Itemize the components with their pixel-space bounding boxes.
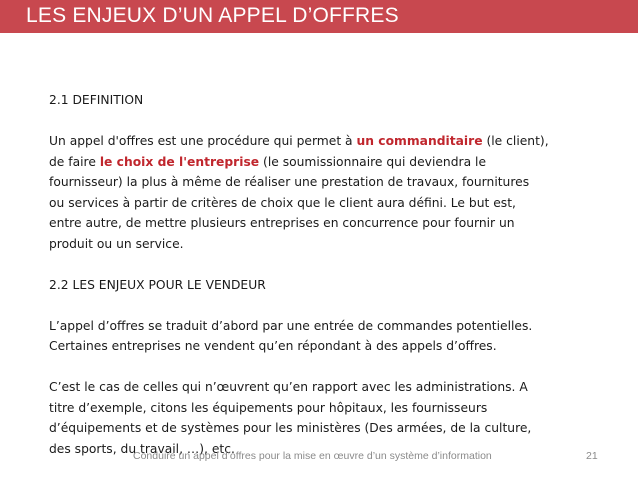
slide-title: LES ENJEUX D’UN APPEL D’OFFRES (26, 4, 399, 27)
spacer (49, 357, 609, 378)
spacer (49, 254, 609, 275)
section-heading-definition: 2.1 DEFINITION (49, 93, 144, 107)
paragraph-line: produit ou un service. (49, 236, 184, 251)
paragraph-line: des sports, du travail, …), etc. (49, 441, 235, 456)
footer-text: Conduire un appel d’offres pour la mise en œuvre d’un système d’information (133, 450, 492, 462)
page-number: 21 (586, 450, 598, 462)
paragraph-line: titre d’exemple, citons les équipements pour hôpitaux, les fournisseurs (49, 400, 488, 415)
paragraph-line (49, 152, 609, 173)
title-bar (0, 0, 638, 33)
section-heading-enjeux: 2.2 LES ENJEUX POUR LE VENDEUR (49, 277, 266, 292)
text-segment: Un appel d'offres est une procédure qui permet à (49, 134, 357, 148)
slide-content (49, 90, 609, 459)
text-segment: (le soumissionnaire qui deviendra le (259, 154, 487, 169)
slide-footer (0, 450, 638, 468)
text-segment: (le client), (482, 134, 549, 148)
paragraph-line: d’équipements et de systèmes pour les ministères (Des armées, de la culture, (49, 421, 532, 435)
paragraph-line: Certaines entreprises ne vendent qu’en répondant à des appels d’offres. (49, 339, 497, 353)
spacer (49, 295, 609, 316)
paragraph-line: fournisseur) la plus à même de réaliser une prestation de travaux, fournitures (49, 175, 530, 189)
paragraph-line: C’est le cas de celles qui n’œuvrent qu’en rapport avec les administrations. A (49, 380, 528, 394)
paragraph-line: L’appel d’offres se traduit d’abord par une entrée de commandes potentielles. (49, 318, 533, 333)
paragraph-line: ou services à partir de critères de choix que le client aura défini. Le but est, (49, 195, 516, 210)
spacer (49, 111, 609, 132)
highlight-commanditaire: un commanditaire (356, 134, 483, 148)
paragraph-line (49, 131, 609, 152)
text-segment: de faire (49, 154, 100, 169)
paragraph-line: entre autre, de mettre plusieurs entreprises en concurrence pour fournir un (49, 216, 515, 230)
highlight-choix-entreprise: le choix de l'entreprise (99, 154, 260, 169)
